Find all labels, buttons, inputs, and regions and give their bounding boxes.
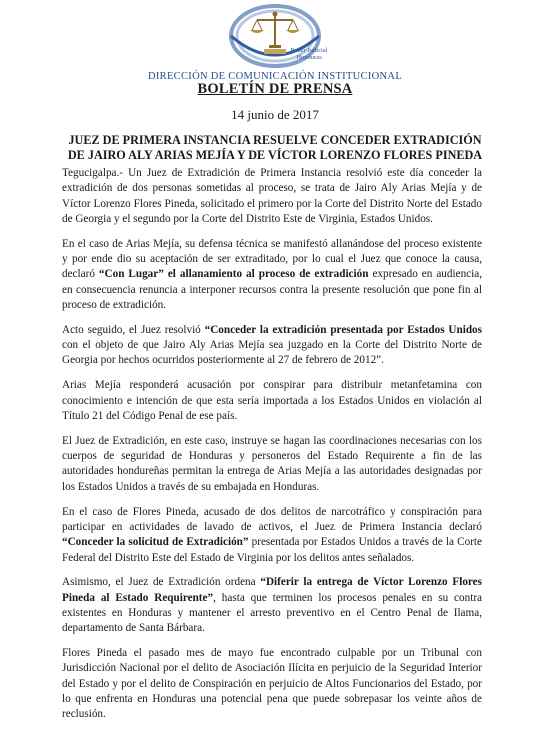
paragraph-7 bbox=[62, 575, 482, 636]
paragraph-7-emphasis: “Diferir la entrega de Víctor Lorenzo Flores Pineda al Estado Requirente” bbox=[62, 576, 482, 604]
headline-line-2: DE JAIRO ALY ARIAS MEJÍA Y DE VÍCTOR LORENZO FLORES PINEDA bbox=[67, 148, 483, 162]
logo-caption-line1: Poder Judicial bbox=[290, 47, 328, 54]
logo-caption-line2: Honduras bbox=[296, 54, 322, 61]
paragraph-7-text-c: , hasta que terminen los procesos penales en su contra existentes en Honduras y mantener el arresto preventivo en el Centro Penal de Ilama, departamento de Santa Bárbara. bbox=[62, 591, 483, 635]
paragraph-8: Flores Pineda el pasado mes de mayo fue encontrado culpable por un Tribunal con Jurisdicción Nacional por el delito de Asociación Ilícita en perjuicio de la Seguridad Interior del Estado y por el delito de Conspiración en perjuicio de Altos Funcionarios del Estado, por lo que enfrenta en Honduras una potencial pena que puede sobrepasar los veinte años de reclusión. bbox=[62, 647, 482, 721]
paragraph-6 bbox=[62, 505, 482, 566]
judicial-logo bbox=[200, 2, 350, 74]
scales-of-justice-icon bbox=[200, 2, 350, 74]
headline-line-1: JUEZ DE PRIMERA INSTANCIA RESUELVE CONCEDER EXTRADICIÓN bbox=[68, 133, 482, 147]
paragraph-3-text-c: con el objeto de que Jairo Aly Arias Mejía sea juzgado en la Corte del Distrito Norte de Georgia por hechos ocurridos posteriormente al 27 de febrero de 2012”. bbox=[62, 339, 482, 367]
paragraph-3 bbox=[62, 323, 482, 369]
paragraph-4: Arias Mejía responderá acusación por conspirar para distribuir metanfetamina con conocimiento e intención de que esta sería importada a los Estados Unidos en violación al Título 21 del Código Penal de ese país. bbox=[62, 379, 482, 422]
headline bbox=[40, 133, 510, 163]
paragraph-6-text-a: En el caso de Flores Pineda, acusado de dos delitos de narcotráfico y conspiración para participar en actividades de lavado de activos, el Juez de Primera Instancia declaró bbox=[62, 505, 482, 533]
paragraph-7-text-a: Asimismo, el Juez de Extradición ordena bbox=[62, 576, 261, 589]
paragraph-6-emphasis: “Conceder la solicitud de Extradición” bbox=[62, 536, 249, 549]
paragraph-2-text-a: En el caso de Arias Mejía, su defensa técnica se manifestó allanándose del proceso existente y por ende dio su aceptación de ser extraditado, por lo cual el Juez que conoce la causa, declaró bbox=[62, 237, 482, 281]
paragraph-3-emphasis: “Conceder la extradición presentada por Estados Unidos bbox=[204, 323, 482, 336]
paragraph-1: Tegucigalpa.- Un Juez de Extradición de Primera Instancia resolvió este día conceder la extradición de dos personas sometidas al proceso, se trata de Jairo Aly Arias Mejía y de Víctor Lorenzo Flores Pineda, solicitado el primero por la Corte del Distrito Norte del Estado de Georgia y el segundo por la Corte del Distrito Este de Virginia, Estados Unidos. bbox=[62, 167, 482, 225]
paragraph-3-text-a: Acto seguido, el Juez resolvió bbox=[62, 323, 205, 336]
bulletin-title: BOLETÍN DE PRENSA bbox=[197, 81, 353, 97]
paragraph-5: El Juez de Extradición, en este caso, instruye se hagan las coordinaciones necesarias con los cuerpos de seguridad de Honduras y personeros del Estado Requirente a fin de las autoridades hondureñas permitan la entrega de Arias Mejía a las autoridades designadas por los Estados Unidos a través de su embajada en Honduras. bbox=[62, 434, 482, 493]
paragraph-6-text-c: presentada por Estados Unidos a través de la Corte Federal del Distrito Este del Estado de Virginia por los delitos antes señalados. bbox=[62, 536, 482, 564]
paragraph-2 bbox=[62, 237, 482, 313]
organization-name: DIRECCIÓN DE COMUNICACIÓN INSTITUCIONAL bbox=[147, 71, 403, 82]
article-body bbox=[62, 166, 482, 732]
logo-caption bbox=[289, 47, 329, 61]
paragraph-2-text-c: expresado en audiencia, en consecuencia renuncia a interponer recursos contra la presente resolución que pone fin al proceso de extradición. bbox=[62, 268, 483, 311]
release-date: 14 junio de 2017 bbox=[231, 107, 319, 122]
paragraph-2-emphasis: “Con Lugar” el allanamiento al proceso de extradición bbox=[98, 268, 369, 281]
